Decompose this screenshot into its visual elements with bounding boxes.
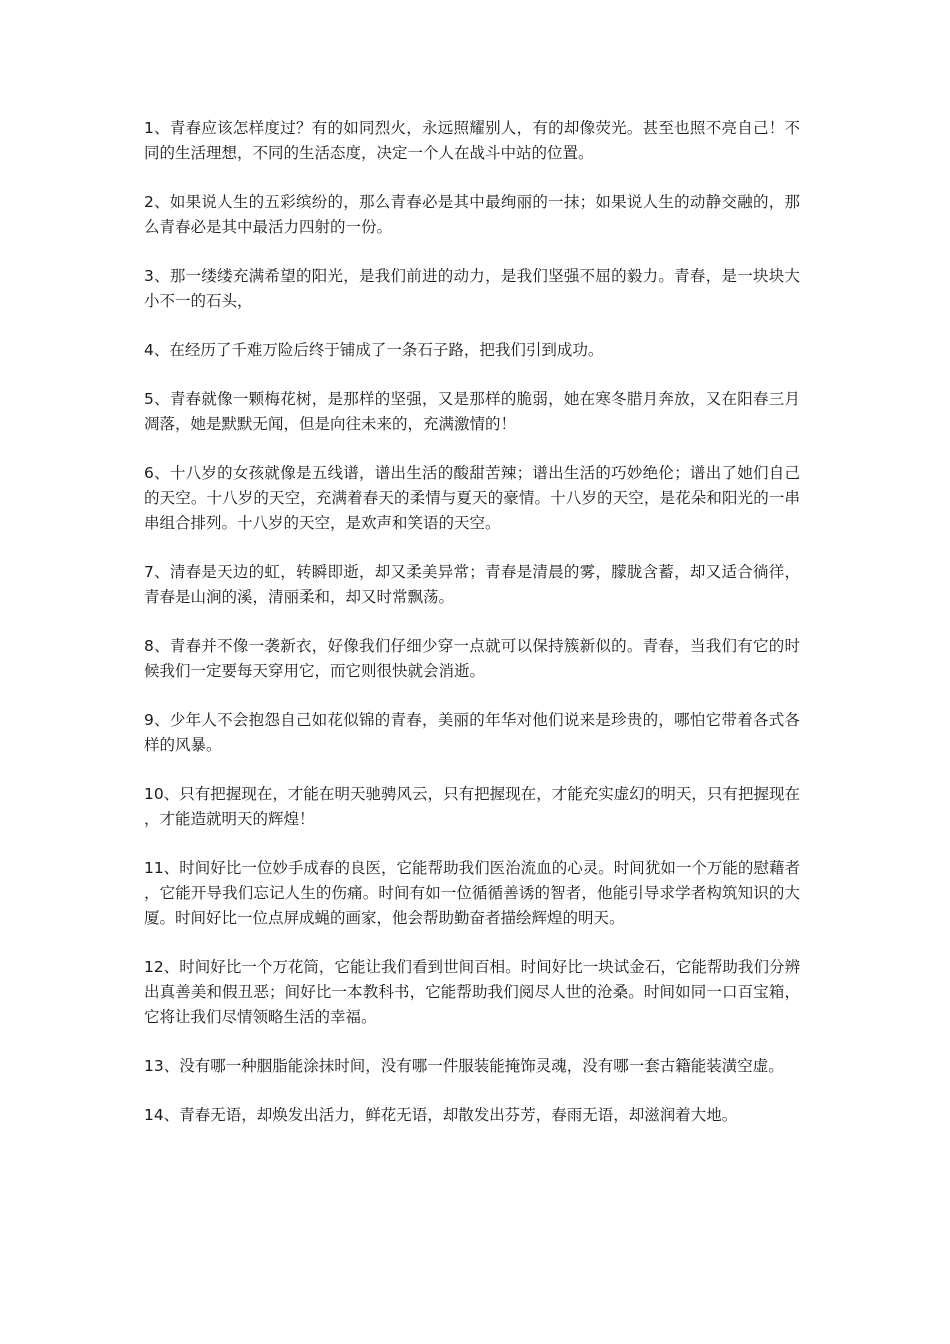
- paragraph-9: 9、少年人不会抱怨自己如花似锦的青春，美丽的年华对他们说来是珍贵的，哪怕它带着各式各样的风暴。: [144, 711, 800, 754]
- paragraph-8: 8、青春并不像一袭新衣，好像我们仔细少穿一点就可以保持簇新似的。青春，当我们有它的时候我们一定要每天穿用它，而它则很快就会消逝。: [144, 637, 800, 680]
- paragraph-3: 3、那一缕缕充满希望的阳光，是我们前进的动力，是我们坚强不屈的毅力。青春，是一块块大小不一的石头，: [144, 267, 800, 310]
- paragraph-2: 2、如果说人生的五彩缤纷的，那么青春必是其中最绚丽的一抹；如果说人生的动静交融的，那么青春必是其中最活力四射的一份。: [144, 193, 800, 236]
- paragraph-6: 6、十八岁的女孩就像是五线谱，谱出生活的酸甜苦辣；谱出生活的巧妙绝伦；谱出了她们自己的天空。十八岁的天空，充满着春天的柔情与夏天的豪情。十八岁的天空，是花朵和阳光的一串串组合排列。十八岁的天空，是欢声和笑语的天空。: [144, 464, 800, 532]
- paragraph-7: 7、清春是天边的虹，转瞬即逝，却又柔美异常；青春是清晨的雾，朦胧含蓄，却又适合徜徉，青春是山涧的溪，清丽柔和，却又时常飘荡。: [144, 563, 800, 606]
- paragraph-13: 13、没有哪一种胭脂能涂抹时间，没有哪一件服装能掩饰灵魂，没有哪一套古籍能装潢空虚。: [144, 1057, 784, 1075]
- paragraph-4: 4、在经历了千难万险后终于铺成了一条石子路，把我们引到成功。: [144, 341, 604, 359]
- paragraph-12: 12、时间好比一个万花筒，它能让我们看到世间百相。时间好比一块试金石，它能帮助我们分辨出真善美和假丑恶；间好比一本教科书，它能帮助我们阅尽人世的沧桑。时间如同一口百宝箱，它将让我们尽情领略生活的幸福。: [144, 958, 800, 1026]
- paragraph-5: 5、青春就像一颗梅花树，是那样的坚强，又是那样的脆弱，她在寒冬腊月奔放，又在阳春三月凋落，她是默默无闻，但是向往未来的，充满激情的！: [144, 390, 800, 433]
- document-body: [144, 116, 800, 1152]
- paragraph-1: 1、青春应该怎样度过？有的如同烈火，永远照耀别人，有的却像荧光。甚至也照不亮自己！不同的生活理想，不同的生活态度，决定一个人在战斗中站的位置。: [144, 119, 800, 162]
- paragraph-14: 14、青春无语，却焕发出活力，鲜花无语，却散发出芬芳，春雨无语，却滋润着大地。: [144, 1106, 738, 1124]
- paragraph-11: 11、时间好比一位妙手成春的良医，它能帮助我们医治流血的心灵。时间犹如一个万能的慰藉者，它能开导我们忘记人生的伤痛。时间有如一位循循善诱的智者，他能引导求学者构筑知识的大厦。时间好比一位点屏成蝇的画家，他会帮助勤奋者描绘辉煌的明天。: [144, 859, 800, 927]
- paragraph-10: 10、只有把握现在，才能在明天驰骋风云，只有把握现在，才能充实虚幻的明天，只有把握现在，才能造就明天的辉煌！: [144, 785, 800, 828]
